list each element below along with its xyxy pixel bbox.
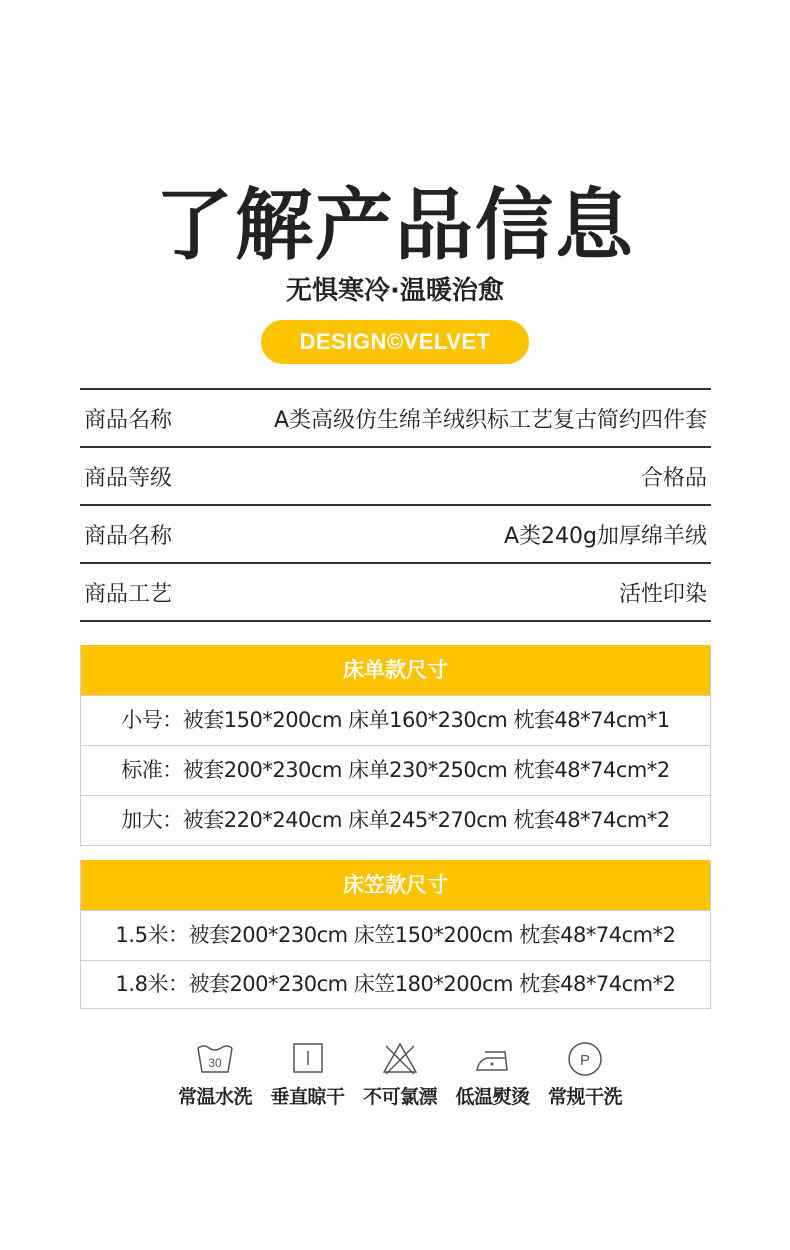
page-subtitle: 无惧寒冷·温暖治愈	[286, 276, 504, 306]
no-bleach-icon	[380, 1040, 420, 1078]
hang-dry-icon	[288, 1040, 328, 1078]
info-row-material	[80, 506, 711, 564]
care-item-bleach	[355, 1040, 445, 1109]
sheet-size-header: 床单款尺寸	[81, 645, 710, 695]
care-instructions	[170, 1040, 630, 1109]
info-key: 商品名称	[84, 407, 173, 433]
care-item-iron	[448, 1040, 538, 1109]
info-key: 商品工艺	[84, 581, 173, 607]
size-row: 标准：被套200*230cm 床单230*250cm 枕套48*74cm*2	[81, 745, 710, 795]
info-value: 活性印染	[618, 581, 707, 607]
size-row: 小号：被套150*200cm 床单160*230cm 枕套48*74cm*1	[81, 695, 710, 745]
care-label: 低温熨烫	[455, 1086, 530, 1108]
fitted-size-table	[80, 860, 711, 1009]
fitted-size-header: 床笠款尺寸	[81, 860, 710, 910]
low-iron-icon	[473, 1040, 513, 1078]
care-label: 常温水洗	[177, 1086, 252, 1108]
dry-clean-icon	[565, 1040, 605, 1078]
dry-clean-letter: P	[579, 1052, 591, 1069]
wash-30-icon	[195, 1040, 235, 1078]
info-row-name	[80, 390, 711, 448]
brand-badge: DESIGN©VELVET	[261, 320, 529, 364]
size-row: 加大：被套220*240cm 床单245*270cm 枕套48*74cm*2	[81, 795, 710, 845]
info-value: 合格品	[640, 465, 707, 491]
page-title: 了解产品信息	[154, 181, 635, 271]
care-item-dryclean	[540, 1040, 630, 1109]
info-value: A类240g加厚绵羊绒	[503, 523, 707, 549]
care-item-dry	[263, 1040, 353, 1109]
sheet-size-table	[80, 645, 711, 846]
size-row: 1.5米：被套200*230cm 床笠150*200cm 枕套48*74cm*2	[81, 910, 710, 960]
info-key: 商品名称	[84, 523, 173, 549]
info-value: A类高级仿生绵羊绒织标工艺复古简约四件套	[273, 407, 707, 433]
size-row: 1.8米：被套200*230cm 床笠180*200cm 枕套48*74cm*2	[81, 960, 710, 1008]
care-label: 垂直晾干	[270, 1086, 345, 1108]
wash-temp-label: 30	[208, 1056, 222, 1070]
care-label: 不可氯漂	[362, 1086, 437, 1108]
care-item-wash	[170, 1040, 260, 1109]
info-row-craft	[80, 564, 711, 622]
product-info-table	[80, 388, 711, 622]
info-row-grade	[80, 448, 711, 506]
info-key: 商品等级	[84, 465, 173, 491]
care-label: 常规干洗	[547, 1086, 622, 1108]
